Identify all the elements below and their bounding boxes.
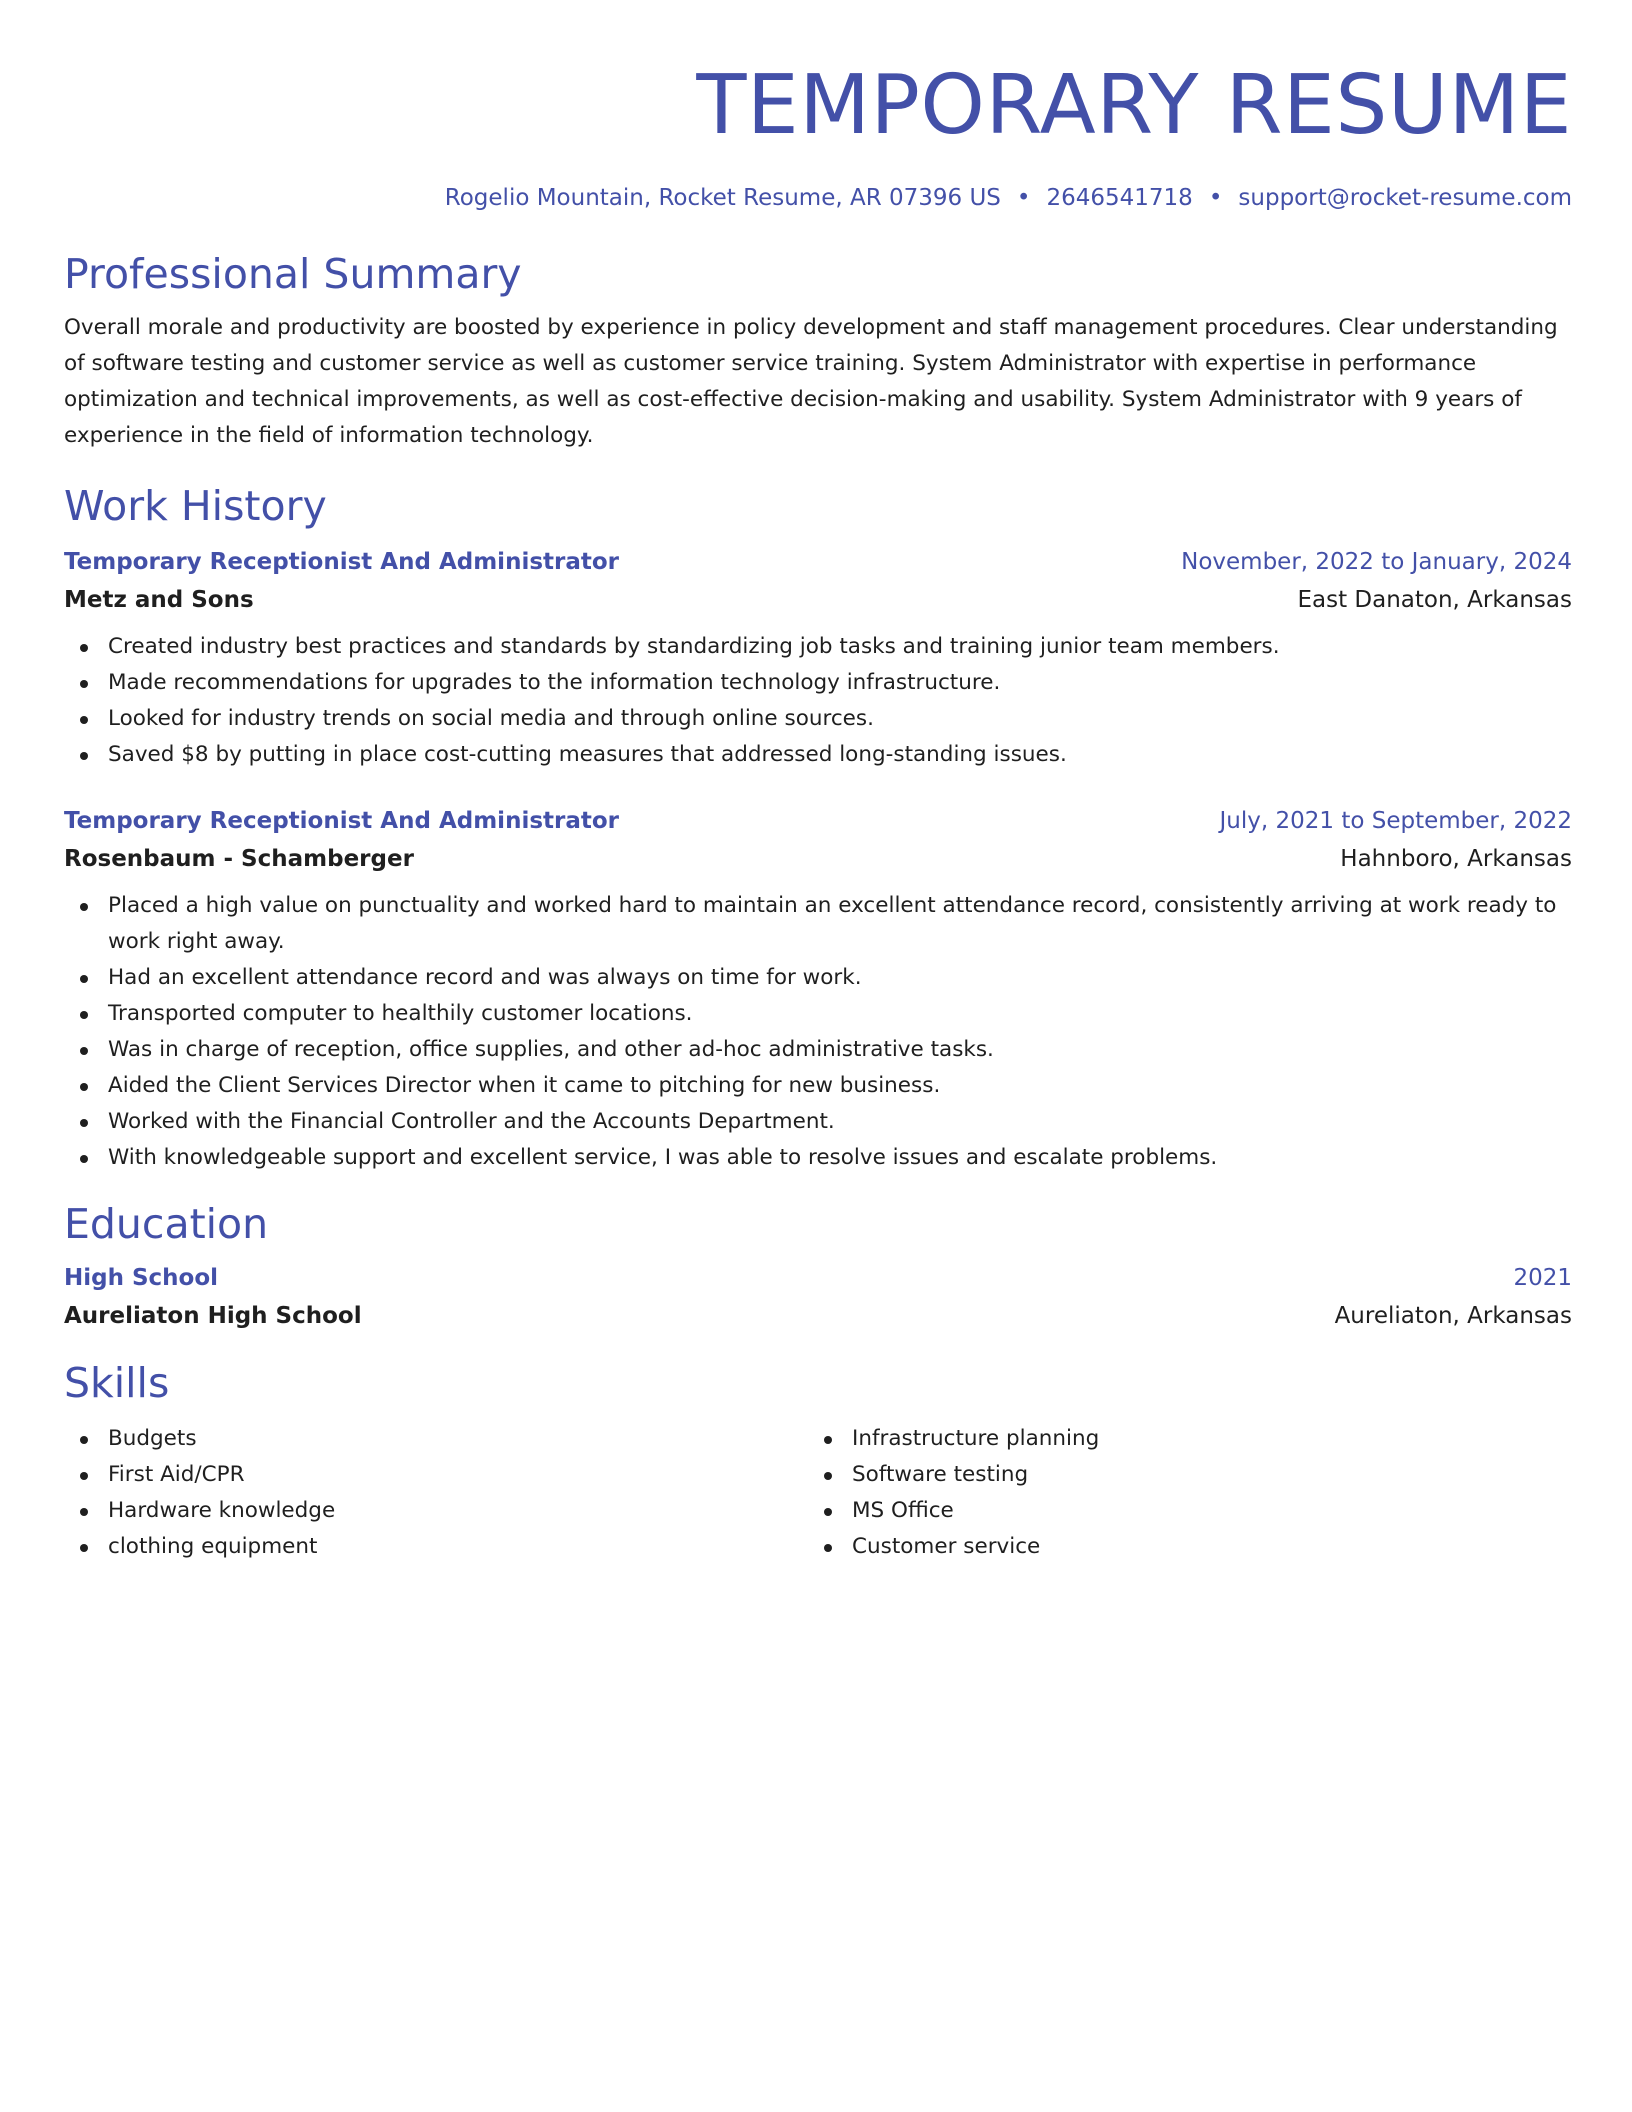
list-item: Saved $8 by putting in place cost-cutting measures that addressed long-standing issues. [64,737,1572,773]
job-company: Metz and Sons [64,587,254,613]
list-item: Placed a high value on punctuality and worked hard to maintain an excellent attendance record, consistently arriving at work ready to work right away. [64,888,1572,960]
resume-page [64,0,1572,1565]
summary-text: Overall morale and productivity are boosted by experience in policy development and staff management procedures. Clear understanding of software testing and customer service as well as customer service training. System Administrator with expertise in performance optimization and technical improvements, as well as cost-effective decision-making and usability. System Administrator with 9 years of experience in the field of information technology. [64,315,1558,448]
contact-email[interactable]: support@rocket-resume.com [1238,185,1572,211]
education-entry [64,1262,1572,1333]
job-dates: July, 2021 to September, 2022 [1219,808,1572,834]
job-location: Hahnboro, Arkansas [1340,846,1572,872]
section-title-education: Education [64,1200,269,1248]
job-company: Rosenbaum - Schamberger [64,846,414,872]
list-item: Was in charge of reception, office supplies, and other ad-hoc administrative tasks. [64,1032,1572,1068]
contact-separator: • [1208,185,1223,211]
list-item: With knowledgeable support and excellent service, I was able to resolve issues and escalate problems. [64,1140,1572,1176]
skills-columns [64,1421,1572,1565]
list-item: Budgets [64,1421,808,1457]
resume-name: TEMPORARY RESUME [696,58,1572,153]
list-item: Made recommendations for upgrades to the information technology infrastructure. [64,665,1572,701]
job-entry [64,546,1572,773]
education-header [64,1262,1572,1294]
job-company-row [64,842,1572,876]
contact-phone: 2646541718 [1046,185,1193,211]
job-bullets [64,629,1572,773]
education-school-row [64,1299,1572,1333]
job-title: Temporary Receptionist And Administrator [64,549,620,575]
skills-list-left [64,1421,808,1565]
list-item: Created industry best practices and standards by standardizing job tasks and training junior team members. [64,629,1572,665]
job-header [64,546,1572,578]
education-school: Aureliaton High School [64,1303,362,1329]
job-bullets [64,888,1572,1176]
section-title-work-history: Work History [64,482,327,530]
list-item: clothing equipment [64,1529,808,1565]
job-location: East Danaton, Arkansas [1297,587,1572,613]
education-location: Aureliaton, Arkansas [1334,1303,1572,1329]
list-item: Hardware knowledge [64,1493,808,1529]
list-item: MS Office [808,1493,1552,1529]
job-entry [64,805,1572,1176]
contact-line [64,182,1572,214]
list-item: Customer service [808,1529,1552,1565]
contact-address: Rogelio Mountain, Rocket Resume, AR 07396 US [444,185,1001,211]
job-header [64,805,1572,837]
list-item: Worked with the Financial Controller and the Accounts Department. [64,1104,1572,1140]
education-degree: High School [64,1265,219,1291]
list-item: Aided the Client Services Director when it came to pitching for new business. [64,1068,1572,1104]
section-title-summary: Professional Summary [64,250,522,298]
list-item: First Aid/CPR [64,1457,808,1493]
contact-separator: • [1016,185,1031,211]
skills-list-right [808,1421,1552,1565]
job-title: Temporary Receptionist And Administrator [64,808,620,834]
list-item: Looked for industry trends on social media and through online sources. [64,701,1572,737]
list-item: Had an excellent attendance record and was always on time for work. [64,960,1572,996]
list-item: Infrastructure planning [808,1421,1552,1457]
list-item: Software testing [808,1457,1552,1493]
job-company-row [64,583,1572,617]
job-dates: November, 2022 to January, 2024 [1181,549,1572,575]
list-item: Transported computer to healthily customer locations. [64,996,1572,1032]
section-title-skills: Skills [64,1359,170,1407]
education-year: 2021 [1513,1265,1572,1291]
